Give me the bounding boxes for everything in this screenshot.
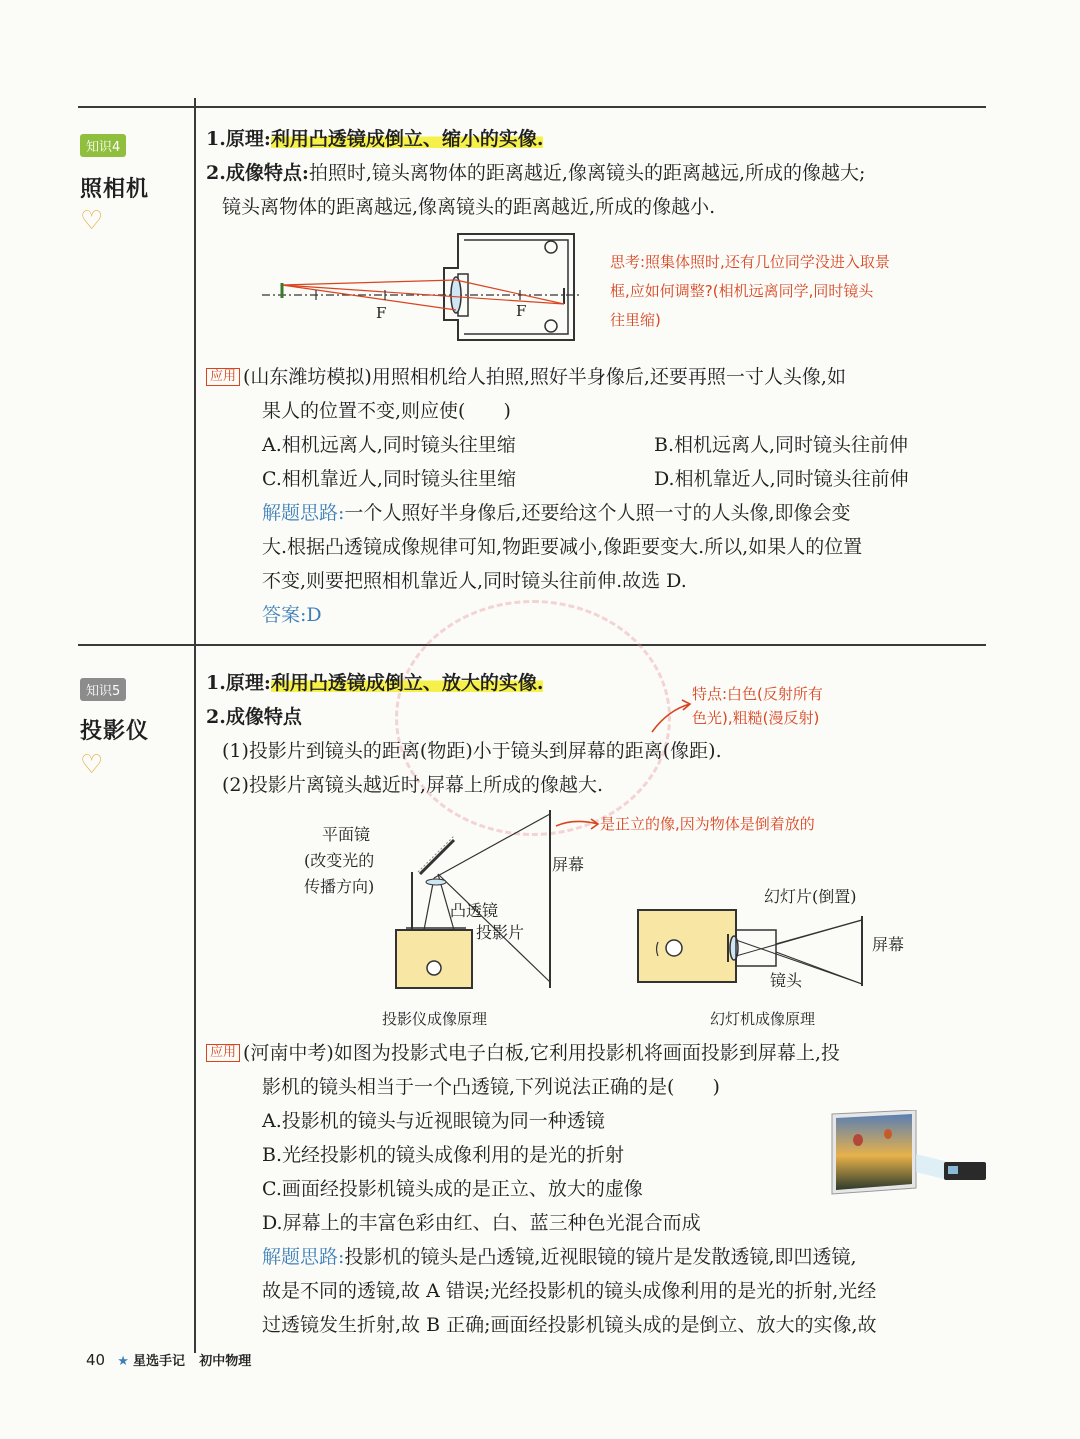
focus-label-left: F [376, 304, 387, 322]
slide-lens-label: 镜头 [770, 971, 803, 990]
think-note-line1: 思考:照集体照时,还有几位同学没进入取景 [610, 253, 890, 271]
section5-features-title: 2.成像特点 [206, 706, 302, 728]
slide-projector-box [638, 910, 736, 982]
subject-name: 初中物理 [199, 1354, 252, 1369]
option-d: D.屏幕上的丰富色彩由红、白、蓝三种色光混合而成 [262, 1212, 701, 1234]
option-b: B.相机远离人,同时镜头往前伸 [654, 434, 909, 456]
section4-features-line2: 镜头离物体的距离越远,像离镜头的距离越近,所成的像越小. [222, 196, 716, 218]
section4-solution-line2: 大.根据凸透镜成像规律可知,物距要减小,像距要变大.所以,如果人的位置 [262, 536, 863, 558]
mirror-label-line1: 平面镜 [322, 825, 371, 844]
bulb-icon [666, 940, 682, 956]
camera-body [444, 234, 574, 340]
arrow-icon [554, 814, 602, 834]
think-note-line2: 框,应如何调整?(相机远离同学,同时镜头 [610, 282, 874, 300]
question-text-1: (河南中考)如图为投影式电子白板,它利用投影机将画面投影到屏幕上,投 [243, 1042, 840, 1064]
section5-badge: 知识5 [80, 678, 126, 701]
section5-feature2: (2)投影片离镜头越近时,屏幕上所成的像越大. [222, 774, 603, 796]
camera-diagram [258, 228, 588, 346]
slide-projector-diagram [636, 904, 872, 988]
think-note-line3: 往里缩) [610, 311, 661, 329]
book-name: 星选手记 [133, 1354, 186, 1369]
features-text-1: 拍照时,镜头离物体的距离越近,像离镜头的距离越远,所成的像越大; [308, 162, 866, 184]
option-b: B.光经投影机的镜头成像利用的是光的折射 [262, 1144, 625, 1166]
application-tag: 应用 [206, 1044, 240, 1062]
slide-caption: 幻灯机成像原理 [710, 1010, 816, 1028]
think-note [610, 248, 890, 335]
page-number: 40 [86, 1351, 106, 1369]
arrow-icon [648, 696, 694, 736]
solution-label: 解题思路: [262, 502, 345, 524]
section4-features-line1 [206, 160, 865, 186]
left-margin-rule [194, 98, 196, 1353]
features-prefix: 2.成像特点: [206, 162, 309, 184]
section4-answer: 答案:D [262, 604, 322, 626]
top-rule [78, 106, 986, 108]
principle-prefix: 1.原理: [206, 672, 271, 694]
heart-icon: ♡ [80, 206, 104, 236]
slide-label: 幻灯片(倒置) [764, 887, 857, 906]
mirror-label [304, 822, 375, 900]
option-c: C.画面经投影机镜头成的是正立、放大的虚像 [262, 1178, 643, 1200]
section5-principle [206, 670, 543, 696]
section4-title: 照相机 [80, 176, 150, 202]
lens-icon [451, 277, 461, 313]
bulb-icon [427, 961, 441, 975]
mirror-label-line3: 传播方向) [304, 877, 375, 896]
solution-text-1: 一个人照好半身像后,还要给这个人照一寸的人头像,即像会变 [344, 502, 851, 524]
section4-solution-line1 [262, 500, 851, 526]
star-icon: ★ [117, 1354, 129, 1369]
section5-feature1: (1)投影片到镜头的距离(物距)小于镜头到屏幕的距离(像距). [222, 740, 722, 762]
slide-screen-label: 屏幕 [872, 935, 905, 954]
section5-solution-line2: 故是不同的透镜,故 A 错误;光经投影机的镜头成像利用的是光的折射,光经 [262, 1280, 877, 1302]
option-c: C.相机靠近人,同时镜头往里缩 [262, 468, 516, 490]
solution-text-1: 投影机的镜头是凸透镜,近视眼镜的镜片是发散透镜,即凹透镜, [344, 1246, 857, 1268]
screen-note-line1: 特点:白色(反射所有 [692, 685, 823, 703]
section5-title: 投影仪 [80, 718, 150, 744]
section5-question-line1 [206, 1040, 840, 1066]
ray-1 [282, 280, 456, 285]
section4-badge: 知识4 [80, 134, 126, 157]
section5-solution-line3: 过透镜发生折射,故 B 正确;画面经投影机镜头成的是倒立、放大的实像,故 [262, 1314, 877, 1336]
lens-icon [730, 936, 738, 960]
principle-prefix: 1.原理: [206, 128, 271, 150]
mirror-label-line2: (改变光的 [304, 851, 375, 870]
section4-question-line2: 果人的位置不变,则应使( ) [262, 400, 511, 422]
section5-solution-line1 [262, 1244, 857, 1270]
projector-box [396, 930, 472, 988]
whiteboard-photo [830, 1110, 990, 1196]
option-a: A.相机远离人,同时镜头往里缩 [262, 434, 516, 456]
principle-text: 利用凸透镜成倒立、缩小的实像. [270, 128, 544, 150]
option-d: D.相机靠近人,同时镜头往前伸 [654, 468, 909, 490]
projector-diagram [392, 800, 552, 992]
solution-label: 解题思路: [262, 1246, 345, 1268]
option-a: A.投影机的镜头与近视眼镜为同一种透镜 [262, 1110, 605, 1132]
proj-caption: 投影仪成像原理 [382, 1010, 488, 1028]
focus-label-right: F [516, 302, 527, 320]
section4-solution-line3: 不变,则要把照相机靠近人,同时镜头往前伸.故选 D. [262, 570, 687, 592]
section4-principle [206, 126, 543, 152]
application-tag: 应用 [206, 368, 240, 386]
screen-note-line2: 色光),粗糙(漫反射) [692, 709, 820, 727]
proj-lens-label: 凸透镜 [450, 901, 499, 920]
page-footer [86, 1350, 251, 1369]
principle-text: 利用凸透镜成倒立、放大的实像. [270, 672, 544, 694]
question-text-1: (山东潍坊模拟)用照相机给人拍照,照好半身像后,还要再照一寸人头像,如 [243, 366, 846, 388]
screen-note [692, 682, 823, 730]
heart-icon: ♡ [80, 750, 104, 780]
section5-question-line2: 影机的镜头相当于一个凸透镜,下列说法正确的是( ) [262, 1076, 720, 1098]
mirror-icon [420, 840, 454, 874]
proj-screen-label: 屏幕 [552, 855, 585, 874]
image-note: 是正立的像,因为物体是倒着放的 [600, 815, 815, 833]
section4-question-line1 [206, 364, 846, 390]
proj-slide-label: 投影片 [476, 923, 525, 942]
